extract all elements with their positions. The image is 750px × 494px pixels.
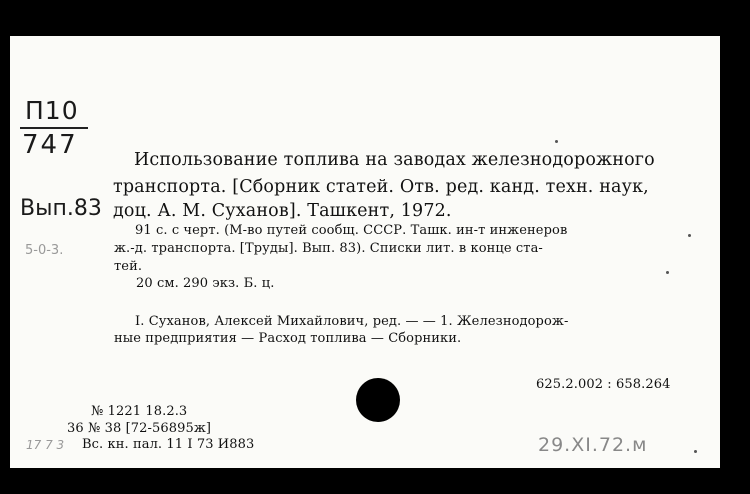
speck [666,271,669,274]
collation-line-2: ж.-д. транспорта. [Труды]. Вып. 83). Списки лит. в конце ста- [114,241,543,256]
card-punch-hole [356,378,400,422]
tracing-line-2: ные предприятия — Расход топлива — Сборники. [114,331,462,346]
print-run: 20 см. 290 экз. Б. ц. [136,276,275,291]
shelf-mark-divider [20,127,88,129]
pencil-smudge: 5-0-3. [25,243,64,258]
date-stamp: 29.XI.72.м [538,434,648,456]
collation-line-1: 91 с. с черт. (М-во путей сообщ. СССР. Ташк. ин-т инженеров [135,223,568,238]
book-chamber-note: Вс. кн. пал. 11 I 73 И883 [82,437,255,452]
speck [694,450,697,453]
order-number: 36 № 38 [72-56895ж] [67,421,212,436]
shelf-mark-bottom: 747 [22,130,78,160]
shelf-mark-top: П10 [25,96,79,125]
title-line-2: транспорта. [Сборник статей. Отв. ред. канд. техн. наук, [113,177,649,197]
udc-code: 625.2.002 : 658.264 [536,377,671,392]
title-line-1: Использование топлива на заводах железнодорожного [134,150,655,170]
collation-line-3: тей. [114,259,143,274]
bottom-smudge: 17 7 3 [26,438,65,452]
title-line-3: доц. А. М. Суханов]. Ташкент, 1972. [113,201,452,221]
speck [555,140,558,143]
issue-note: Вып.83 [20,196,102,221]
registration-number: № 1221 18.2.3 [91,404,188,419]
speck [688,234,691,237]
tracing-line-1: I. Суханов, Алексей Михайлович, ред. — — 1. Железнодорож- [135,314,569,329]
